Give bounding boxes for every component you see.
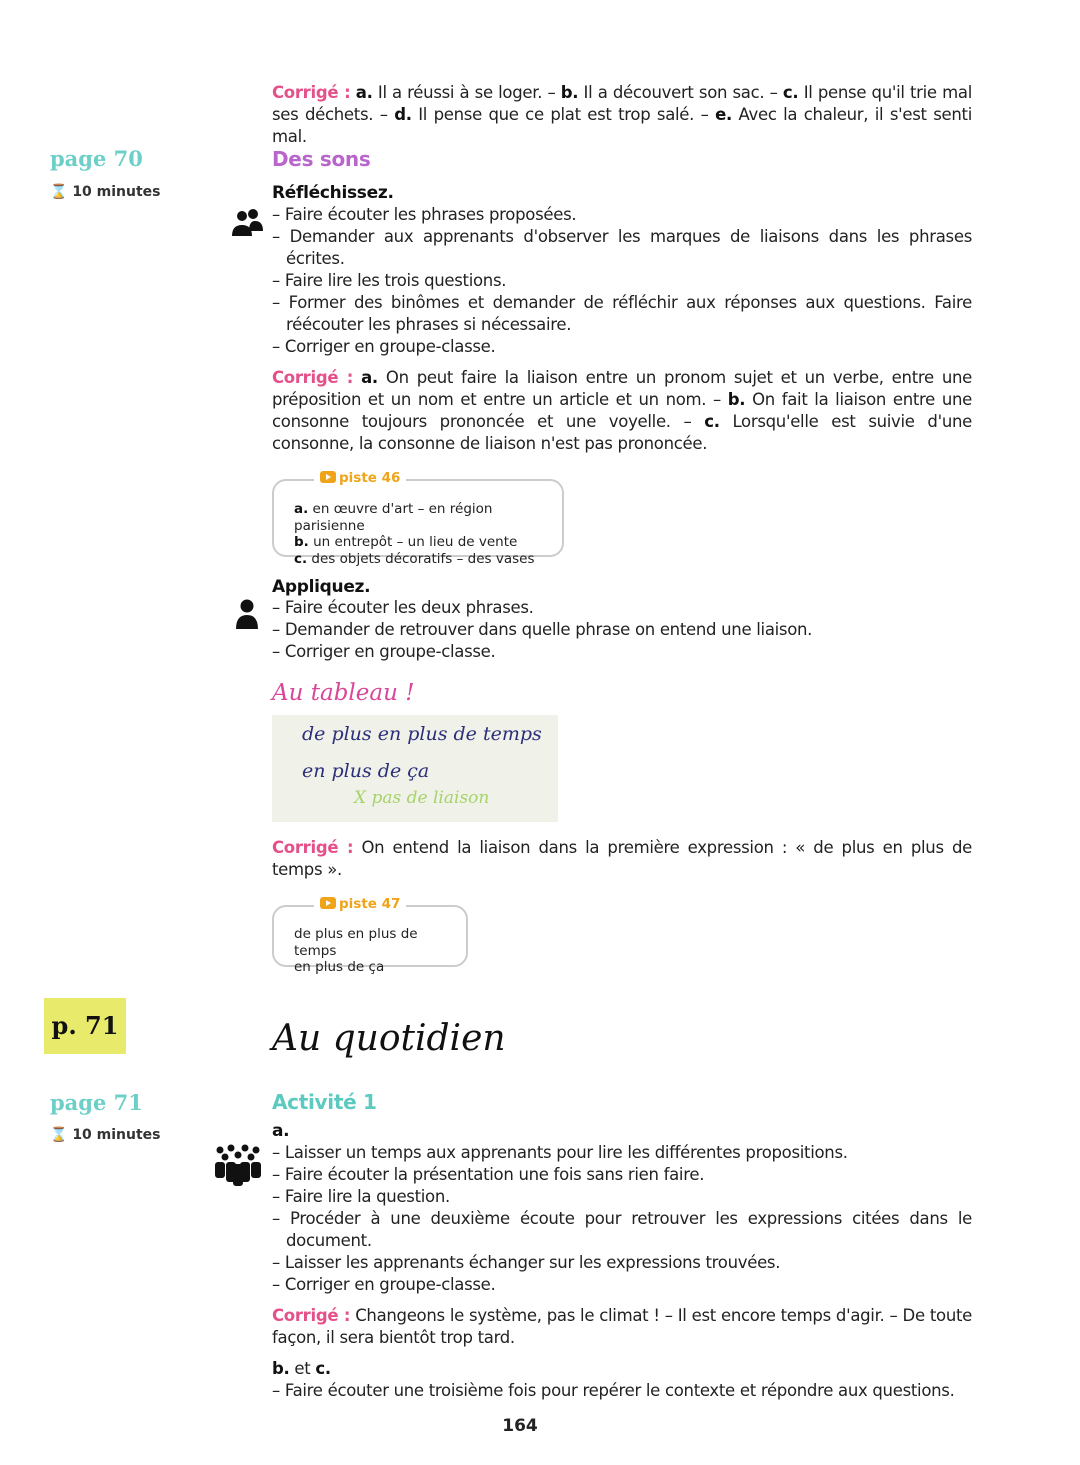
bc-c: c. (315, 1359, 331, 1378)
page-ref-70: page 70 (50, 146, 143, 171)
line-key: b. (294, 534, 309, 550)
board-line-1: de plus en plus de temps (302, 723, 542, 745)
corrige-text (272, 1306, 972, 1347)
text-segment: Lorsqu'elle est suivie d'une consonne, la consonne de liaison n'est pas prononcée. (272, 412, 972, 453)
reflechissez-list (272, 204, 972, 358)
corrige-4 (272, 1305, 972, 1349)
corrige-2 (272, 367, 972, 455)
board (272, 715, 558, 822)
list-item: – Laisser les apprenants échanger sur les expressions trouvées. (272, 1252, 972, 1274)
item-letter: c. (704, 412, 720, 431)
line-key: c. (294, 550, 308, 567)
appliquez-heading: Appliquez. (272, 577, 371, 597)
activity-bc-heading (272, 1358, 972, 1380)
list-item: – Faire écouter les deux phrases. (272, 597, 972, 619)
list-item: – Faire lire la question. (272, 1186, 972, 1208)
line-text: un entrepôt – un lieu de vente (308, 534, 518, 550)
duration-text: 10 minutes (72, 1127, 161, 1143)
audio-track-47 (272, 896, 468, 975)
individual-work-icon (236, 599, 258, 629)
item-letter: a. (355, 83, 373, 102)
hourglass-icon: ⌛ (50, 1127, 68, 1143)
track-line (294, 551, 558, 568)
list-item: – Demander de retrouver dans quelle phrase on entend une liaison. (272, 619, 972, 641)
text-segment: On peut faire la liaison entre un pronom sujet et un verbe, entre une préposition et un nom et entre un article et un nom. – (272, 368, 972, 409)
item-letter: d. (394, 105, 412, 124)
text-segment: Il pense que ce plat est trop salé. – (411, 105, 716, 124)
list-item: – Corriger en groupe-classe. (272, 336, 972, 358)
corrige-label: Corrigé : (272, 838, 354, 857)
text-segment: On entend la liaison dans la première expression : « de plus en plus de temps ». (272, 838, 972, 879)
list-item: – Faire écouter les phrases proposées. (272, 204, 972, 226)
text-segment: Changeons le système, pas le climat ! – Il est encore temps d'agir. – De toute façon, il sera bientôt trop tard. (272, 1306, 972, 1347)
corrige-text (272, 368, 972, 453)
list-item: – Faire lire les trois questions. (272, 270, 972, 292)
section-title: Au quotidien (272, 1018, 506, 1059)
corrige-label: Corrigé : (272, 83, 351, 102)
track-line (294, 534, 558, 551)
board-note: X pas de liaison (354, 788, 490, 808)
hourglass-icon: ⌛ (50, 184, 68, 200)
reflechissez-heading: Réfléchissez. (272, 183, 394, 203)
track-label-text: piste 47 (339, 896, 401, 912)
activity-title: Activité 1 (272, 1090, 377, 1114)
item-letter: e. (715, 105, 732, 124)
list-item: – Faire écouter la présentation une fois sans rien faire. (272, 1164, 972, 1186)
track-label[interactable] (314, 896, 406, 913)
corrige-label: Corrigé : (272, 1306, 351, 1325)
line-key: a. (294, 501, 309, 517)
list-item: – Laisser un temps aux apprenants pour lire les différentes propositions. (272, 1142, 972, 1164)
activity-bc-list (272, 1380, 972, 1402)
list-item: – Demander aux apprenants d'observer les marques de liaisons dans les phrases écrites. (272, 226, 972, 270)
list-item: – Corriger en groupe-classe. (272, 1274, 972, 1296)
list-item: – Faire écouter une troisième fois pour repérer le contexte et répondre aux questions. (272, 1380, 972, 1402)
duration-text: 10 minutes (72, 184, 161, 200)
corrige-1 (272, 82, 972, 148)
board-line-2: en plus de ça (302, 760, 430, 782)
track-label-text: piste 46 (339, 470, 401, 486)
track-line (294, 501, 558, 534)
activity-a-heading: a. (272, 1121, 290, 1141)
item-letter: b. (727, 390, 746, 409)
list-item: – Procéder à une deuxième écoute pour retrouver les expressions citées dans le document. (272, 1208, 972, 1252)
corrige-label: Corrigé : (272, 368, 354, 387)
page-ref-71: page 71 (50, 1090, 143, 1115)
bc-mid: et (289, 1359, 316, 1378)
text-segment: Il a réussi à se loger. – (372, 83, 561, 102)
item-letter: c. (782, 83, 799, 102)
text-segment: On fait la liaison entre une consonne toujours prononcée et une voyelle. – (272, 390, 972, 431)
bc-b: b. (272, 1359, 290, 1378)
section-title: Des sons (272, 147, 371, 171)
activity-a-list (272, 1142, 972, 1296)
duration-70 (50, 184, 161, 200)
corrige-3 (272, 837, 972, 881)
audio-track-46 (272, 470, 564, 567)
text-segment: Il a découvert son sac. – (578, 83, 783, 102)
line-text: des objets décoratifs – des vases (307, 550, 535, 567)
track-line: de plus en plus de temps (294, 926, 418, 959)
list-item: – Former des binômes et demander de réfléchir aux réponses aux questions. Faire réécouter les phrases si nécessaire. (272, 292, 972, 336)
item-letter: b. (560, 83, 579, 102)
play-icon[interactable] (320, 897, 336, 909)
list-item: – Corriger en groupe-classe. (272, 641, 972, 663)
duration-71 (50, 1127, 161, 1143)
track-label[interactable] (314, 470, 406, 487)
page-number: 164 (502, 1416, 538, 1436)
corrige-text (272, 83, 972, 146)
board-title: Au tableau ! (272, 680, 415, 706)
line-text: en œuvre d'art – en région parisienne (294, 501, 493, 534)
pair-work-icon (231, 209, 263, 237)
text-segment: Il pense qu'il trie mal ses déchets. – (272, 83, 972, 124)
play-icon[interactable] (320, 471, 336, 483)
track-line: en plus de ça (294, 959, 385, 975)
page-badge: p. 71 (44, 998, 126, 1054)
text-segment: Avec la chaleur, il s'est senti mal. (272, 105, 973, 146)
group-work-icon (214, 1144, 262, 1186)
corrige-text (272, 838, 972, 879)
appliquez-list (272, 597, 972, 663)
item-letter: a. (361, 368, 378, 387)
